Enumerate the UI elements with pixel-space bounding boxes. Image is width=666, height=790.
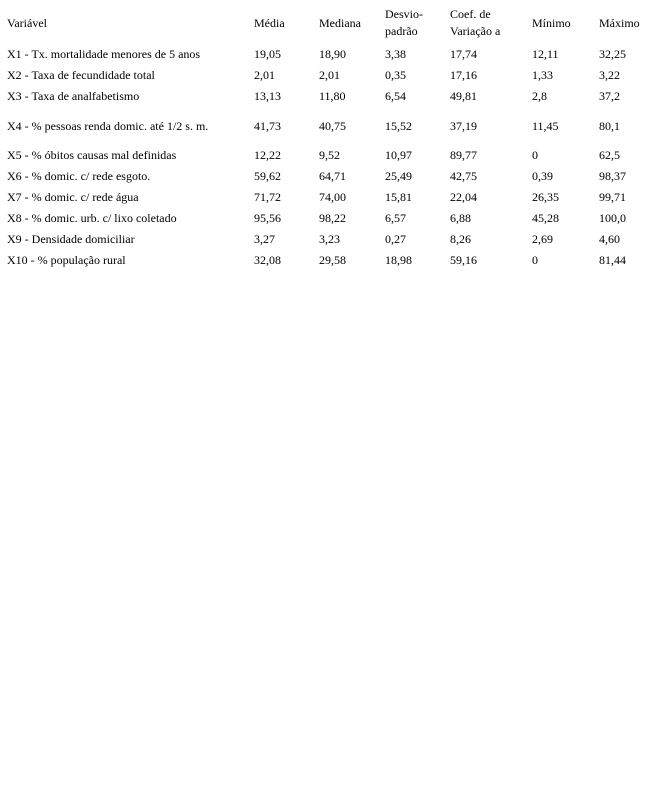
cell-maximo: 3,22 xyxy=(599,68,620,82)
cell-coef: 8,26 xyxy=(450,232,471,246)
cell-minimo: 1,33 xyxy=(532,68,553,82)
cell-mediana: 64,71 xyxy=(319,169,346,183)
statistics-table xyxy=(3,2,658,271)
cell-mediana: 98,22 xyxy=(319,211,346,225)
cell-minimo: 0 xyxy=(532,148,538,162)
cell-coef: 6,88 xyxy=(450,211,471,225)
cell-media: 12,22 xyxy=(254,148,281,162)
cell-variable: X9 - Densidade domiciliar xyxy=(7,232,135,246)
cell-coef: 17,74 xyxy=(450,47,477,61)
cell-variable: X5 - % óbitos causas mal definidas xyxy=(7,148,177,162)
table-row xyxy=(3,229,658,250)
cell-mediana: 2,01 xyxy=(319,68,340,82)
cell-coef: 89,77 xyxy=(450,148,477,162)
table-row xyxy=(3,107,658,145)
cell-mediana: 9,52 xyxy=(319,148,340,162)
header-variavel: Variável xyxy=(7,15,47,30)
header-mediana: Mediana xyxy=(319,15,361,30)
cell-desvio: 0,35 xyxy=(385,68,406,82)
cell-mediana: 29,58 xyxy=(319,253,346,267)
cell-minimo: 0,39 xyxy=(532,169,553,183)
cell-minimo: 12,11 xyxy=(532,47,559,61)
cell-maximo: 4,60 xyxy=(599,232,620,246)
cell-minimo: 0 xyxy=(532,253,538,267)
cell-media: 32,08 xyxy=(254,253,281,267)
header-desvio-padrao: Desvio-padrão xyxy=(385,7,423,38)
table-row xyxy=(3,250,658,271)
cell-media: 3,27 xyxy=(254,232,275,246)
cell-coef: 37,19 xyxy=(450,118,477,133)
cell-minimo: 2,69 xyxy=(532,232,553,246)
cell-desvio: 6,54 xyxy=(385,89,406,103)
cell-variable: X7 - % domic. c/ rede água xyxy=(7,190,139,204)
cell-desvio: 18,98 xyxy=(385,253,412,267)
cell-coef: 49,81 xyxy=(450,89,477,103)
cell-desvio: 15,52 xyxy=(385,118,412,133)
cell-media: 19,05 xyxy=(254,47,281,61)
cell-maximo: 98,37 xyxy=(599,169,626,183)
cell-maximo: 32,25 xyxy=(599,47,626,61)
table-row xyxy=(3,44,658,65)
cell-media: 2,01 xyxy=(254,68,275,82)
cell-media: 13,13 xyxy=(254,89,281,103)
cell-mediana: 18,90 xyxy=(319,47,346,61)
cell-media: 95,56 xyxy=(254,211,281,225)
cell-variable: X1 - Tx. mortalidade menores de 5 anos xyxy=(7,47,201,61)
cell-desvio: 6,57 xyxy=(385,211,406,225)
cell-variable: X3 - Taxa de analfabetismo xyxy=(7,89,140,103)
cell-mediana: 74,00 xyxy=(319,190,346,204)
cell-variable: X4 - % pessoas renda domic. até 1/2 s. m. xyxy=(7,118,209,133)
table-row xyxy=(3,187,658,208)
cell-minimo: 26,35 xyxy=(532,190,559,204)
cell-maximo: 80,1 xyxy=(599,118,620,133)
cell-coef: 22,04 xyxy=(450,190,477,204)
cell-desvio: 0,27 xyxy=(385,232,406,246)
cell-desvio: 10,97 xyxy=(385,148,412,162)
cell-media: 41,73 xyxy=(254,118,281,133)
cell-maximo: 81,44 xyxy=(599,253,626,267)
cell-maximo: 100,0 xyxy=(599,211,626,225)
header-maximo: Máximo xyxy=(599,15,640,30)
cell-coef: 17,16 xyxy=(450,68,477,82)
cell-variable: X10 - % população rural xyxy=(7,253,126,267)
cell-minimo: 2,8 xyxy=(532,89,547,103)
cell-mediana: 3,23 xyxy=(319,232,340,246)
cell-variable: X2 - Taxa de fecundidade total xyxy=(7,68,155,82)
cell-desvio: 25,49 xyxy=(385,169,412,183)
cell-desvio: 3,38 xyxy=(385,47,406,61)
header-row xyxy=(3,2,658,44)
cell-minimo: 11,45 xyxy=(532,118,559,133)
cell-media: 59,62 xyxy=(254,169,281,183)
cell-minimo: 45,28 xyxy=(532,211,559,225)
table-row xyxy=(3,65,658,86)
cell-desvio: 15,81 xyxy=(385,190,412,204)
cell-coef: 59,16 xyxy=(450,253,477,267)
cell-coef: 42,75 xyxy=(450,169,477,183)
cell-variable: X8 - % domic. urb. c/ lixo coletado xyxy=(7,211,177,225)
cell-mediana: 11,80 xyxy=(319,89,346,103)
cell-maximo: 99,71 xyxy=(599,190,626,204)
header-media: Média xyxy=(254,15,285,30)
cell-media: 71,72 xyxy=(254,190,281,204)
table-row xyxy=(3,145,658,166)
table-row xyxy=(3,208,658,229)
cell-variable: X6 - % domic. c/ rede esgoto. xyxy=(7,169,151,183)
cell-maximo: 62,5 xyxy=(599,148,620,162)
cell-mediana: 40,75 xyxy=(319,118,346,133)
header-coef-variacao: Coef. de Variação a xyxy=(450,7,501,38)
header-minimo: Mínimo xyxy=(532,15,571,30)
table-row xyxy=(3,86,658,107)
table-row xyxy=(3,166,658,187)
cell-maximo: 37,2 xyxy=(599,89,620,103)
